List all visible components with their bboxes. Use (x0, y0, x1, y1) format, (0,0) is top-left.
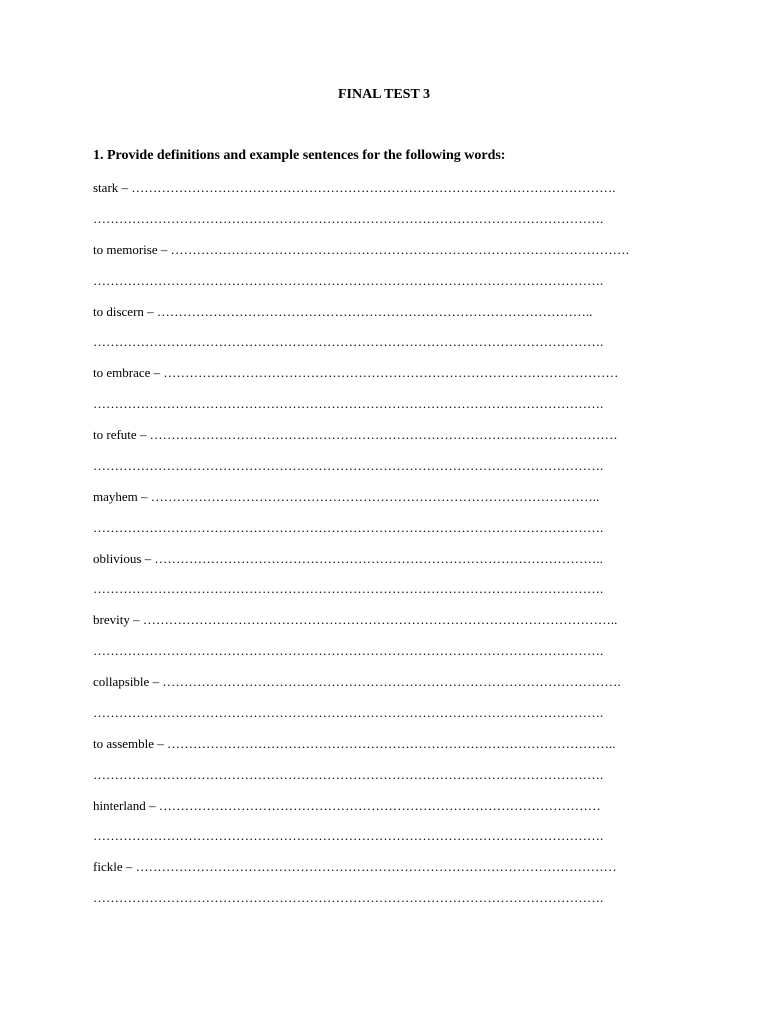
term-example-line[interactable]: ………………………………………………………………………………………………………. (93, 272, 604, 288)
term-label: fickle – (93, 859, 136, 875)
term-label: brevity – (93, 612, 143, 628)
answer-dots: …………………………………………………………………………………………………. (131, 180, 616, 195)
term-definition-line[interactable] (93, 673, 653, 704)
answer-dots: ………………………………………………………………………………………… (158, 797, 601, 813)
term-example-line[interactable]: ………………………………………………………………………………………………………. (93, 643, 604, 659)
term-list (93, 179, 653, 920)
term-label: stark – (93, 180, 132, 195)
term-example-line[interactable]: ………………………………………………………………………………………………………. (93, 210, 604, 226)
term-definition-line[interactable] (93, 364, 653, 395)
term-item-to-embrace (93, 364, 653, 426)
term-example-line[interactable]: ………………………………………………………………………………………………………. (93, 334, 604, 350)
term-item-mayhem (93, 488, 653, 550)
term-example-line[interactable]: ………………………………………………………………………………………………………. (93, 457, 604, 473)
exercise-instruction: 1. Provide definitions and example sentences for the following words: (93, 148, 506, 163)
term-item-brevity (93, 611, 653, 673)
term-definition-line[interactable] (93, 735, 653, 766)
term-item-oblivious (93, 550, 653, 612)
term-label: to refute – (93, 427, 150, 442)
answer-dots: ……………………………………………………………………………………………….. (142, 612, 618, 628)
answer-dots: ……………………………………………………………………………………………. (162, 674, 621, 689)
term-example-line[interactable]: ………………………………………………………………………………………………………. (93, 766, 604, 782)
term-item-to-memorise (93, 241, 653, 303)
term-example-line[interactable]: ………………………………………………………………………………………………………. (93, 581, 604, 597)
answer-dots: ……………………………………………………………………………………………. (170, 241, 629, 257)
answer-dots: ……………………………………………………………………………………………… (149, 427, 618, 442)
answer-dots: ………………………………………………………………………………………………… (135, 859, 617, 875)
answer-dots: ………………………………………………………………………………………….. (167, 735, 616, 751)
term-label: to embrace – (93, 365, 164, 381)
term-item-fickle (93, 858, 653, 920)
term-definition-line[interactable] (93, 550, 653, 581)
term-item-stark (93, 179, 653, 241)
term-example-line[interactable]: ………………………………………………………………………………………………………. (93, 890, 604, 906)
term-label: collapsible – (93, 674, 163, 689)
term-definition-line[interactable] (93, 241, 653, 272)
page-title: FINAL TEST 3 (337, 87, 431, 102)
term-definition-line[interactable] (93, 303, 653, 334)
term-definition-line[interactable] (93, 426, 653, 457)
term-label: hinterland – (93, 797, 159, 813)
term-definition-line[interactable] (93, 797, 653, 828)
term-label: to discern – (93, 303, 157, 319)
term-example-line[interactable]: ………………………………………………………………………………………………………. (93, 828, 604, 844)
answer-dots: ……………………………………………………………………………………….. (156, 303, 593, 319)
term-example-line[interactable]: ………………………………………………………………………………………………………. (93, 519, 604, 535)
term-definition-line[interactable] (93, 488, 653, 519)
term-item-collapsible (93, 673, 653, 735)
answer-dots: …………………………………………………………………………………………… (163, 365, 619, 381)
term-example-line[interactable]: ………………………………………………………………………………………………………. (93, 396, 604, 412)
term-definition-line[interactable] (93, 858, 653, 889)
term-definition-line[interactable] (93, 179, 653, 210)
term-item-to-refute (93, 426, 653, 488)
term-definition-line[interactable] (93, 611, 653, 642)
term-label: to memorise – (93, 241, 171, 257)
term-label: to assemble – (93, 735, 168, 751)
term-example-line[interactable]: ………………………………………………………………………………………………………. (93, 704, 604, 720)
term-item-to-assemble (93, 735, 653, 797)
term-item-to-discern (93, 303, 653, 365)
term-item-hinterland (93, 797, 653, 859)
answer-dots: ………………………………………………………………………………………….. (154, 550, 603, 566)
term-label: mayhem – (93, 488, 151, 504)
answer-dots: ………………………………………………………………………………………….. (150, 488, 600, 504)
term-label: oblivious – (93, 550, 155, 566)
